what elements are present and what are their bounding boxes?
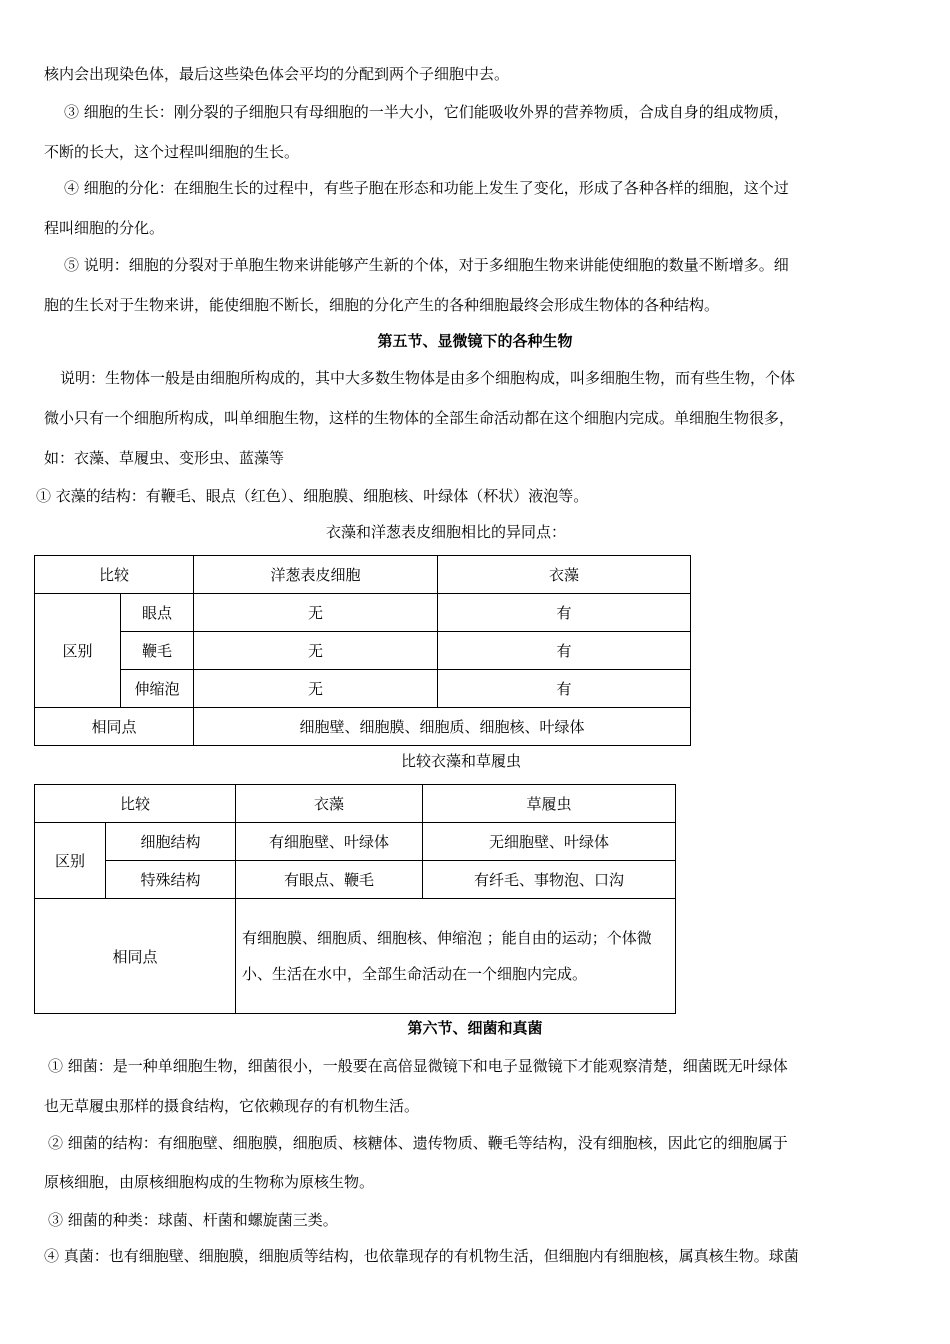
paragraph-line: 微小只有一个细胞所构成，叫单细胞生物，这样的生物体的全部生命活动都在这个细胞内完成。单细胞生物很多， xyxy=(44,409,795,427)
table-header-cell: 洋葱表皮细胞 xyxy=(194,556,438,594)
paragraph-line: 不断的长大，这个过程叫细胞的生长。 xyxy=(44,143,300,161)
table-header-cell: 衣藻 xyxy=(438,556,691,594)
table-same-label: 相同点 xyxy=(35,708,194,746)
paragraph-line: ③ 细菌的种类：球菌、杆菌和螺旋菌三类。 xyxy=(48,1211,338,1229)
table-cell: 细胞结构 xyxy=(106,823,236,861)
table-2-caption: 比较衣藻和草履虫 xyxy=(401,752,522,770)
table-group-label: 区别 xyxy=(35,823,106,899)
paragraph-line: 胞的生长对于生物来讲，能使细胞不断长，细胞的分化产生的各种细胞最终会形成生物体的各种结构。 xyxy=(44,296,720,314)
table-same-label: 相同点 xyxy=(35,899,236,1014)
table-1-caption: 衣藻和洋葱表皮细胞相比的异同点： xyxy=(326,523,567,541)
paragraph-line: ④ 真菌：也有细胞壁、细胞膜，细胞质等结构，也依靠现存的有机物生活，但细胞内有细胞核，属真核生物。球菌 xyxy=(44,1247,799,1265)
paragraph-line: ④ 细胞的分化：在细胞生长的过程中，有些子胞在形态和功能上发生了变化，形成了各种各样的细胞，这个过 xyxy=(64,179,789,197)
paragraph-line: ① 细菌：是一种单细胞生物，细菌很小，一般要在高倍显微镜下和电子显微镜下才能观察清楚，细菌既无叶绿体 xyxy=(48,1057,788,1075)
table-cell: 有 xyxy=(438,670,691,708)
table-same-value: 有细胞膜、细胞质、细胞核、伸缩泡 ；能自由的运动；个体微小、生活在水中，全部生命活动在一个细胞内完成。 xyxy=(236,899,676,1014)
paragraph-line: ① 衣藻的结构：有鞭毛、眼点（红色）、细胞膜、细胞核、叶绿体（杯状）液泡等。 xyxy=(36,487,589,505)
table-cell: 伸缩泡 xyxy=(121,670,194,708)
paragraph-line: 也无草履虫那样的摄食结构，它依赖现存的有机物生活。 xyxy=(44,1097,420,1115)
paragraph-line: ③ 细胞的生长：刚分裂的子细胞只有母细胞的一半大小，它们能吸收外界的营养物质，合成自身的组成物质， xyxy=(64,103,789,121)
table-cell: 有 xyxy=(438,632,691,670)
table-cell: 无 xyxy=(194,632,438,670)
paragraph-line: ② 细菌的结构：有细胞壁、细胞膜，细胞质、核糖体、遗传物质、鞭毛等结构，没有细胞核，因此它的细胞属于 xyxy=(48,1134,788,1152)
paragraph-line: 核内会出现染色体，最后这些染色体会平均的分配到两个子细胞中去。 xyxy=(44,65,510,83)
table-header-cell: 比较 xyxy=(35,785,236,823)
table-group-label: 区别 xyxy=(35,594,121,708)
table-cell: 眼点 xyxy=(121,594,194,632)
table-cell: 有眼点、鞭毛 xyxy=(236,861,423,899)
table-header-cell: 比较 xyxy=(35,556,194,594)
table-cell: 无 xyxy=(194,594,438,632)
table-header-cell: 草履虫 xyxy=(423,785,676,823)
comparison-table-2 xyxy=(34,784,676,1014)
section-5-title: 第五节、显微镜下的各种生物 xyxy=(377,332,573,350)
table-same-value: 细胞壁、细胞膜、细胞质、细胞核、叶绿体 xyxy=(194,708,691,746)
comparison-table-1 xyxy=(34,555,691,746)
table-cell: 无细胞壁、叶绿体 xyxy=(423,823,676,861)
table-cell: 鞭毛 xyxy=(121,632,194,670)
table-cell: 有细胞壁、叶绿体 xyxy=(236,823,423,861)
paragraph-line: ⑤ 说明：细胞的分裂对于单胞生物来讲能够产生新的个体，对于多细胞生物来讲能使细胞的数量不断增多。细 xyxy=(64,256,789,274)
table-cell: 有 xyxy=(438,594,691,632)
paragraph-line: 原核细胞，由原核细胞构成的生物称为原核生物。 xyxy=(44,1173,375,1191)
table-header-cell: 衣藻 xyxy=(236,785,423,823)
table-cell: 无 xyxy=(194,670,438,708)
section-6-title: 第六节、细菌和真菌 xyxy=(407,1019,543,1037)
paragraph-line: 说明：生物体一般是由细胞所构成的，其中大多数生物体是由多个细胞构成，叫多细胞生物，而有些生物，个体 xyxy=(60,369,796,387)
table-cell: 特殊结构 xyxy=(106,861,236,899)
paragraph-line: 程叫细胞的分化。 xyxy=(44,219,165,237)
table-cell: 有纤毛、事物泡、口沟 xyxy=(423,861,676,899)
paragraph-line: 如：衣藻、草履虫、变形虫、蓝藻等 xyxy=(44,449,285,467)
